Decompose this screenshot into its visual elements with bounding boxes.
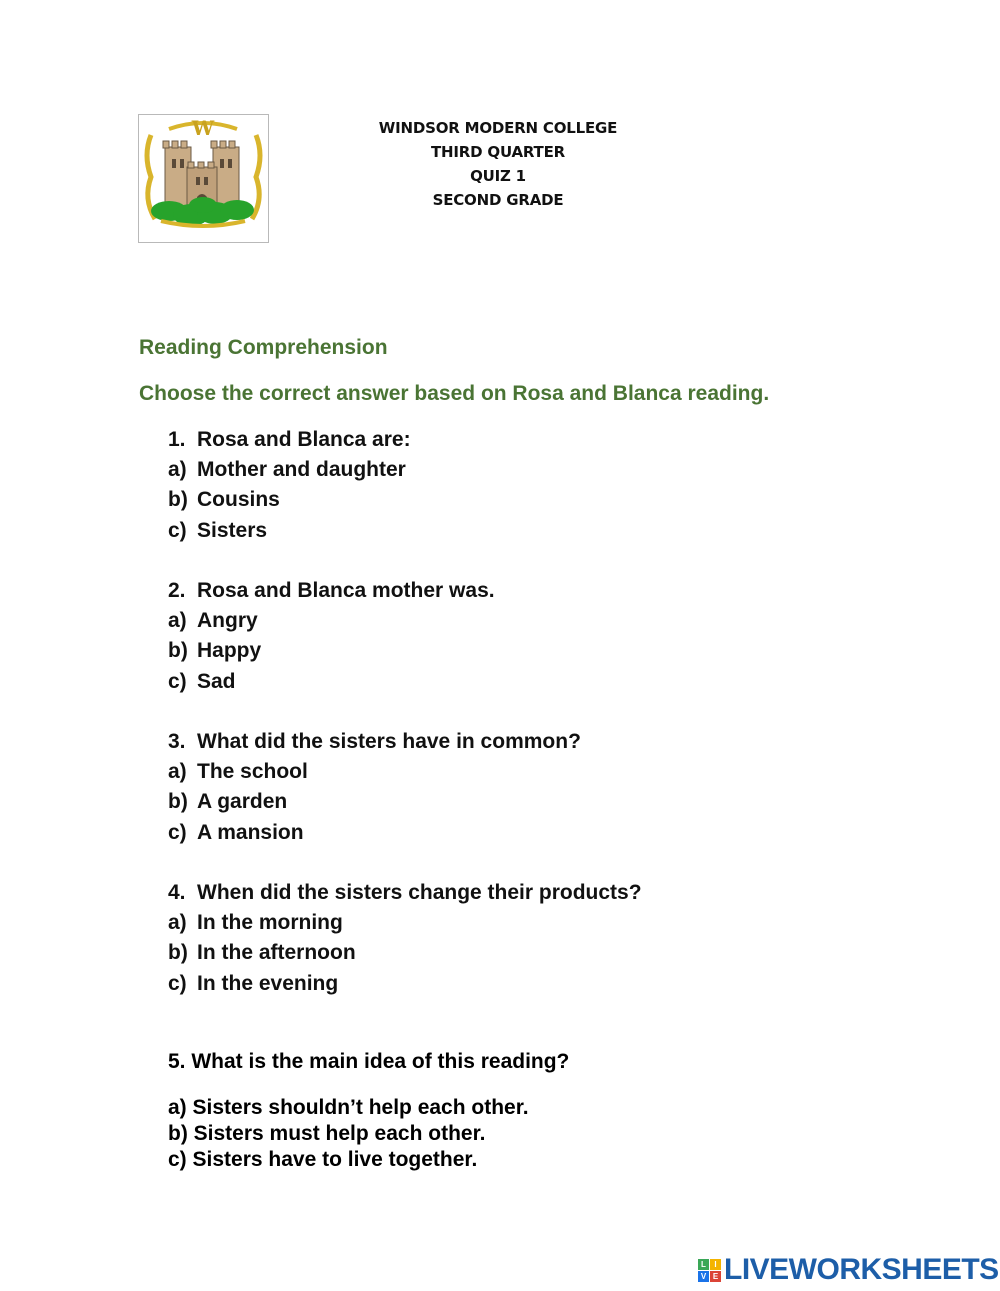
- grade-label: SECOND GRADE: [432, 191, 564, 209]
- question-3-option-c[interactable]: c) A mansion: [168, 820, 304, 844]
- question-1-prompt: 1. Rosa and Blanca are:: [168, 428, 411, 451]
- brand-icon-cell: E: [710, 1271, 721, 1282]
- question-4: [168, 878, 642, 999]
- school-name: WINDSOR MODERN COLLEGE: [378, 119, 618, 137]
- quiz-header: [348, 116, 648, 212]
- section-title: Reading Comprehension: [139, 336, 388, 359]
- question-4-prompt: 4. When did the sisters change their products?: [168, 881, 642, 904]
- quarter-label: THIRD QUARTER: [431, 143, 565, 161]
- question-5: [168, 1095, 529, 1173]
- question-5-option-a[interactable]: a) Sisters shouldn’t help each other.: [168, 1096, 529, 1119]
- question-1-option-b[interactable]: b) Cousins: [168, 488, 280, 512]
- question-1-option-a[interactable]: a) Mother and daughter: [168, 458, 406, 482]
- castle-crest-icon: [139, 115, 268, 242]
- question-2-option-a[interactable]: a) Angry: [168, 609, 258, 633]
- question-5-prompt: 5. What is the main idea of this reading?: [168, 1050, 570, 1073]
- question-2-option-b[interactable]: b) Happy: [168, 639, 262, 663]
- school-logo: [138, 114, 269, 243]
- svg-text:W: W: [191, 116, 215, 140]
- question-3-option-a[interactable]: a) The school: [168, 760, 308, 784]
- question-2-prompt: 2. Rosa and Blanca mother was.: [168, 579, 495, 602]
- brand-icon-cell: I: [710, 1259, 721, 1270]
- question-1: [168, 425, 411, 546]
- brand-name: LIVEWORKSHEETS: [724, 1253, 999, 1286]
- quiz-label: QUIZ 1: [470, 167, 526, 185]
- question-2-option-c[interactable]: c) Sad: [168, 669, 236, 693]
- brand-icon-cell: V: [698, 1271, 709, 1282]
- question-3-option-b[interactable]: b) A garden: [168, 790, 288, 814]
- question-3-prompt: 3. What did the sisters have in common?: [168, 730, 581, 753]
- question-5-option-b[interactable]: b) Sisters must help each other.: [168, 1122, 486, 1145]
- liveworksheets-brand: [698, 1253, 999, 1287]
- question-1-option-c[interactable]: c) Sisters: [168, 518, 268, 542]
- question-3: [168, 727, 581, 848]
- instruction-text: Choose the correct answer based on Rosa and Blanca reading.: [139, 382, 770, 405]
- question-4-option-c[interactable]: c) In the evening: [168, 971, 339, 995]
- liveworksheets-logo-icon: [698, 1259, 721, 1282]
- question-4-option-a[interactable]: a) In the morning: [168, 911, 343, 935]
- question-4-option-b[interactable]: b) In the afternoon: [168, 941, 356, 965]
- question-2: [168, 576, 495, 697]
- question-5-option-c[interactable]: c) Sisters have to live together.: [168, 1148, 478, 1171]
- brand-icon-cell: L: [698, 1259, 709, 1270]
